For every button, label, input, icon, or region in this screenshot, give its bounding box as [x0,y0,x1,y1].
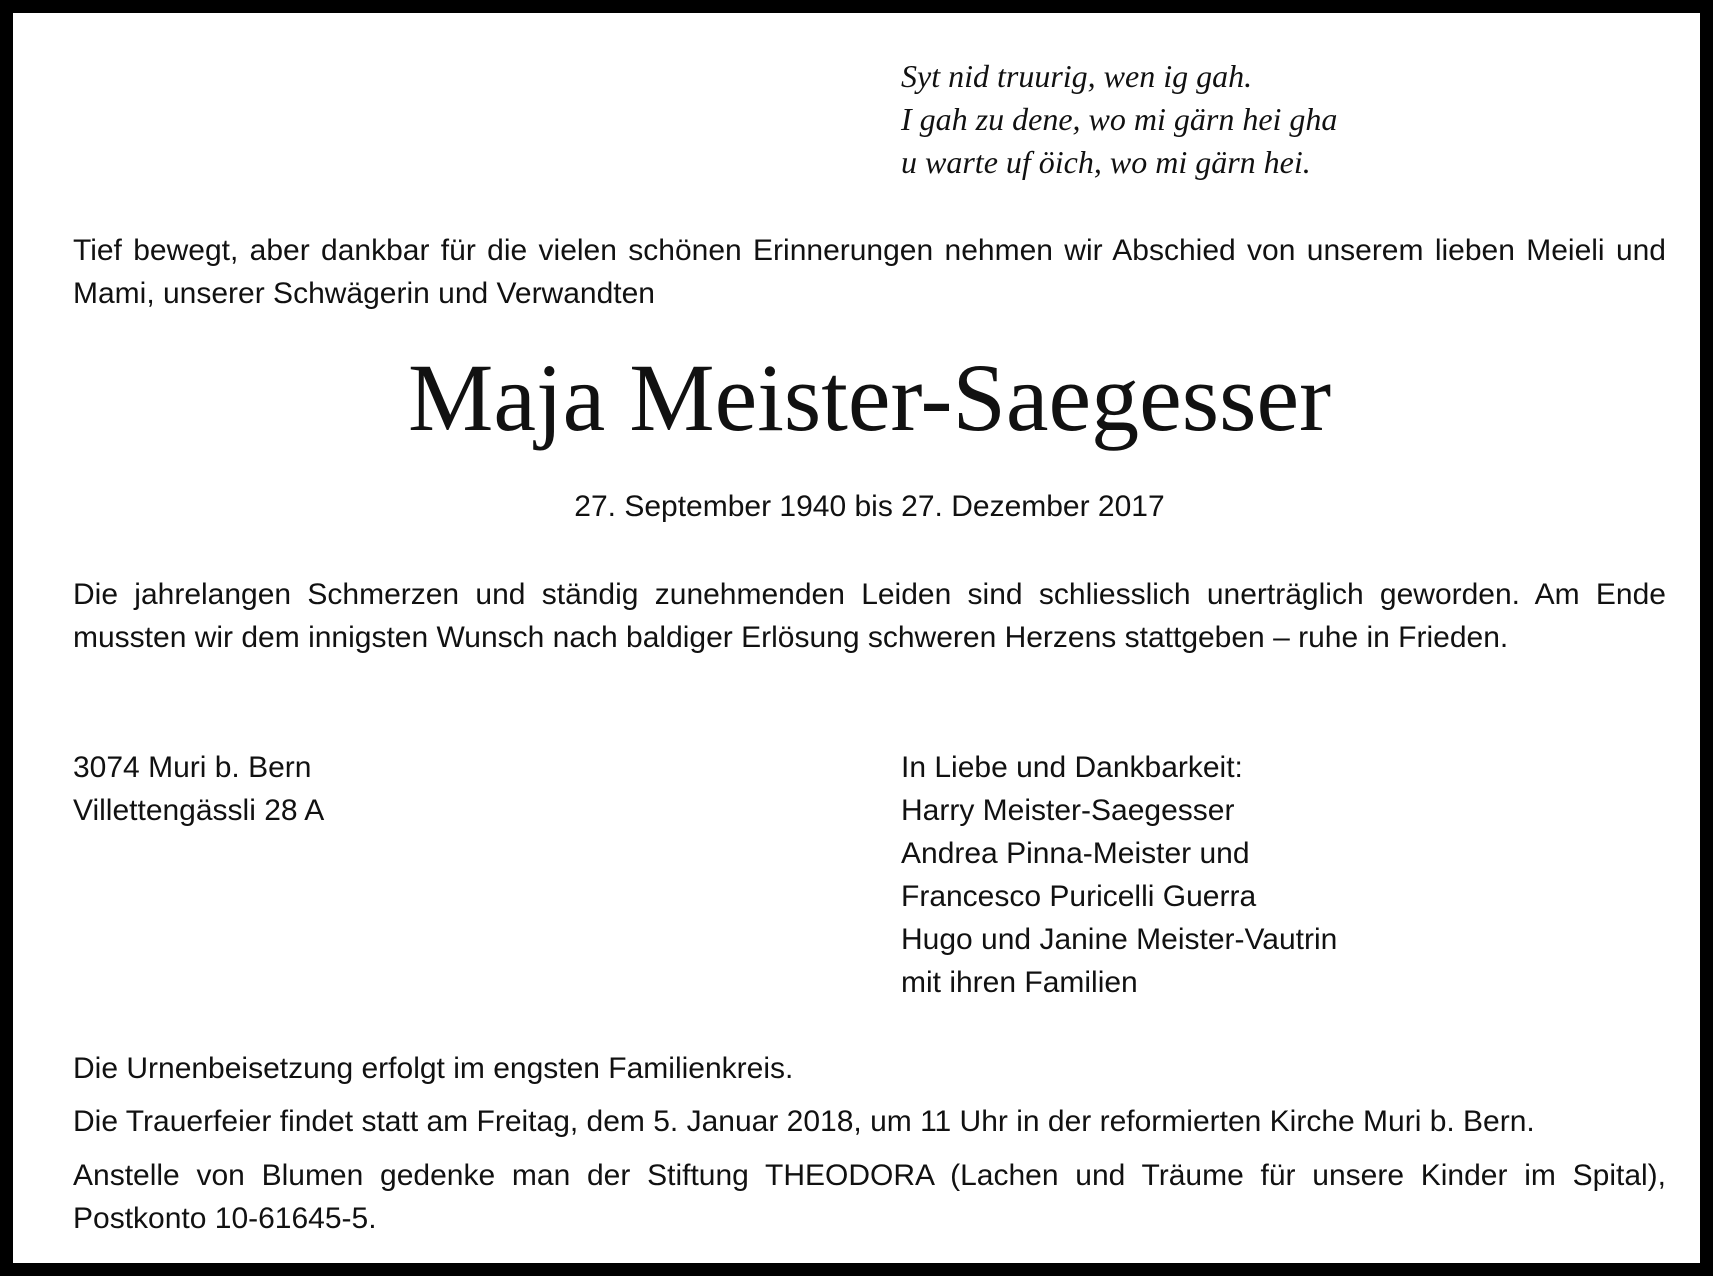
burial-notice: Die Urnenbeisetzung erfolgt im engsten Familienkreis. [73,1052,794,1085]
service-notice: Die Trauerfeier findet statt am Freitag, dem 5. Januar 2018, um 11 Uhr in der reformierten Kirche Muri b. Bern. [73,1105,1535,1138]
donation-notice: Anstelle von Blumen gedenke man der Stiftung THEODORA (Lachen und Träume für unsere Kinder im Spital), Postkonto 10-61645-5. [73,1159,1666,1235]
mourner-name: Andrea Pinna-Meister und [901,837,1250,870]
poem-line: u warte uf öich, wo mi gärn hei. [901,144,1311,180]
life-dates: 27. September 1940 bis 27. Dezember 2017 [574,490,1165,523]
mourners-list [901,746,1337,1004]
mourner-name: Francesco Puricelli Guerra [901,880,1257,913]
mourners-heading: In Liebe und Dankbarkeit: [901,751,1243,784]
address-line: 3074 Muri b. Bern [73,751,312,784]
intro-text: Tief bewegt, aber dankbar für die vielen schönen Erinnerungen nehmen wir Abschied von unserem lieben Meieli und Mami, unserer Schwägerin und Verwandten [73,234,1666,310]
deceased-name: Maja Meister-Saegesser [407,344,1332,451]
poem-line: I gah zu dene, wo mi gärn hei gha [901,101,1338,137]
mourner-name: mit ihren Familien [901,966,1138,999]
poem [901,55,1337,184]
family-address [73,746,324,832]
mourner-name: Harry Meister-Saegesser [901,794,1235,827]
farewell-passage: Die jahrelangen Schmerzen und ständig zunehmenden Leiden sind schliesslich unerträglich geworden. Am Ende mussten wir dem innigsten Wunsch nach baldiger Erlösung schweren Herzens stattgeben – ruhe in Frieden. [73,578,1666,654]
mourner-name: Hugo und Janine Meister-Vautrin [901,923,1338,956]
address-line: Villettengässli 28 A [73,794,325,827]
poem-line: Syt nid truurig, wen ig gah. [901,58,1253,94]
